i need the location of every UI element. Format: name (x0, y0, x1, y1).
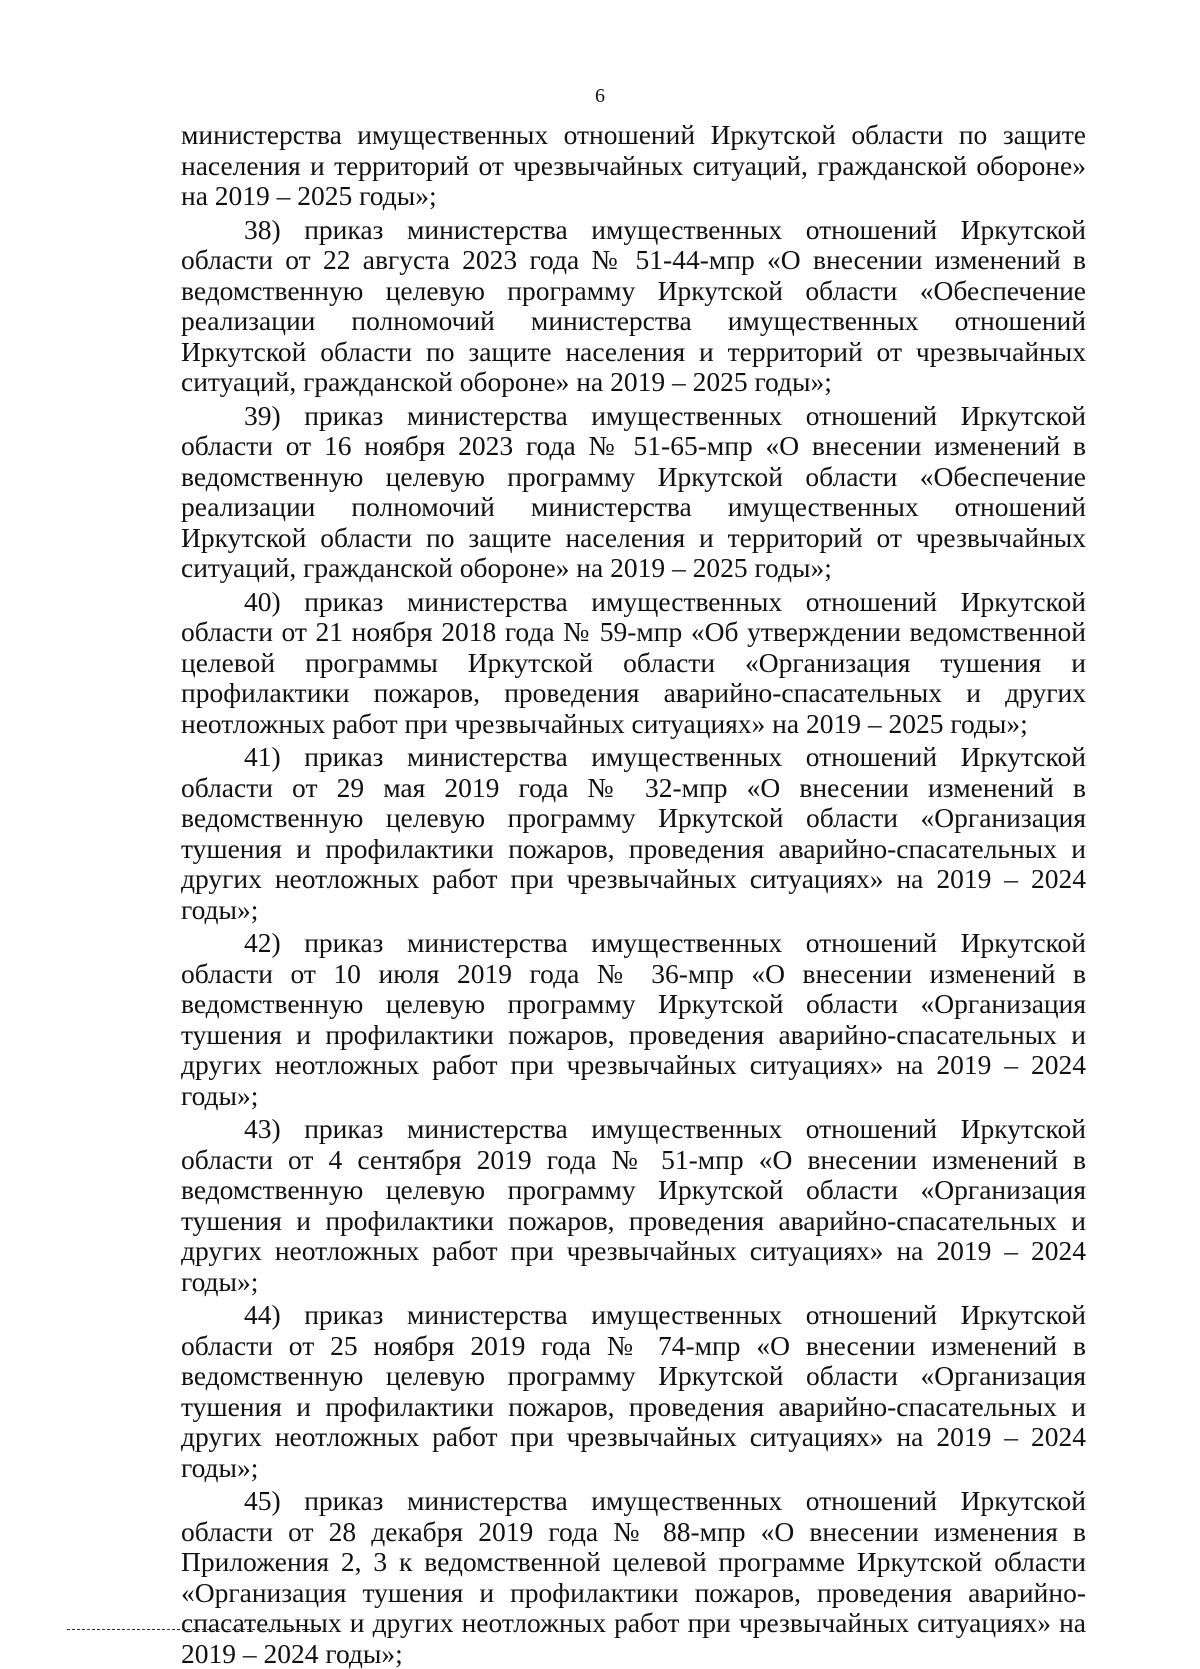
document-body (181, 120, 1086, 1669)
list-item-41: 41) приказ министерства имущественных отношений Иркутской области от 29 мая 2019 года № 32-мпр «О внесении изменений в ведомственную целевую программу Иркутской области «Организация тушения и профилактики пожаров, проведения аварийно-спасательных и других неотложных работ при чрезвычайных ситуациях» на 2019 – 2024 годы»; (181, 741, 1086, 925)
footer-divider (67, 1629, 320, 1630)
list-item-44: 44) приказ министерства имущественных отношений Иркутской области от 25 ноября 2019 года № 74-мпр «О внесении изменений в ведомственную целевую программу Иркутской области «Организация тушения и профилактики пожаров, проведения аварийно-спасательных и других неотложных работ при чрезвычайных ситуациях» на 2019 – 2024 годы»; (181, 1299, 1086, 1483)
paragraph-continuation: министерства имущественных отношений Иркутской области по защите населения и территорий от чрезвычайных ситуаций, гражданской обороне» на 2019 – 2025 годы»; (181, 119, 1086, 211)
list-item-42: 42) приказ министерства имущественных отношений Иркутской области от 10 июля 2019 года № 36-мпр «О внесении изменений в ведомственную целевую программу Иркутской области «Организация тушения и профилактики пожаров, проведения аварийно-спасательных и других неотложных работ при чрезвычайных ситуациях» на 2019 – 2024 годы»; (181, 927, 1086, 1111)
list-item-39: 39) приказ министерства имущественных отношений Иркутской области от 16 ноября 2023 года № 51-65-мпр «О внесении изменений в ведомственную целевую программу Иркутской области «Обеспечение реализации полномочий министерства имущественных отношений Иркутской области по защите населения и территорий от чрезвычайных ситуаций, гражданской обороне» на 2019 – 2025 годы»; (181, 399, 1086, 583)
page-number: 6 (595, 85, 605, 107)
list-item-45: 45) приказ министерства имущественных отношений Иркутской области от 28 декабря 2019 года № 88-мпр «О внесении изменения в Приложения 2, 3 к ведомственной целевой программе Иркутской области «Организация тушения и профилактики пожаров, проведения аварийно-спасательных и других неотложных работ при чрезвычайных ситуациях» на 2019 – 2024 годы»; (181, 1485, 1086, 1669)
list-item-38: 38) приказ министерства имущественных отношений Иркутской области от 22 августа 2023 года № 51-44-мпр «О внесении изменений в ведомственную целевую программу Иркутской области «Обеспечение реализации полномочий министерства имущественных отношений Иркутской области по защите населения и территорий от чрезвычайных ситуаций, гражданской обороне» на 2019 – 2025 годы»; (181, 213, 1086, 397)
list-item-43: 43) приказ министерства имущественных отношений Иркутской области от 4 сентября 2019 года № 51-мпр «О внесении изменений в ведомственную целевую программу Иркутской области «Организация тушения и профилактики пожаров, проведения аварийно-спасательных и других неотложных работ при чрезвычайных ситуациях» на 2019 – 2024 годы»; (181, 1113, 1086, 1297)
list-item-40: 40) приказ министерства имущественных отношений Иркутской области от 21 ноября 2018 года № 59-мпр «Об утверждении ведомственной целевой программы Иркутской области «Организация тушения и профилактики пожаров, проведения аварийно-спасательных и других неотложных работ при чрезвычайных ситуациях» на 2019 – 2025 годы»; (181, 585, 1086, 739)
